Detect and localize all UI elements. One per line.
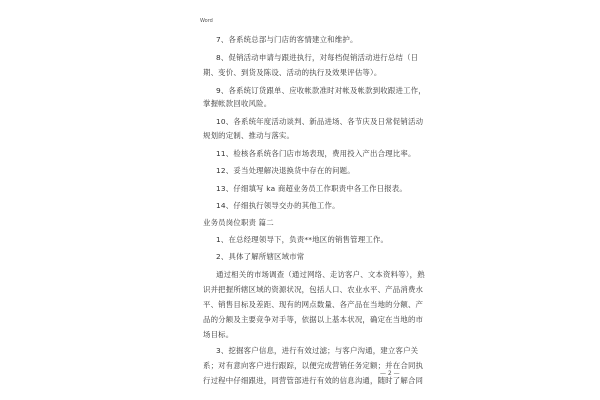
paragraph-line: 规划的定制、推动与落实。 bbox=[203, 131, 295, 140]
section-heading: 业务员岗位职责 篇二 bbox=[203, 218, 274, 227]
paragraph-line: 行过程中仔细跟进，同营管部进行有效的信息沟通，随时了解合同 bbox=[203, 376, 424, 385]
page-number: — 2 — bbox=[380, 370, 400, 377]
paragraph-line: 9、各系统订货跟单、应收帐款准时对帐及帐款到收跟进工作， bbox=[216, 86, 426, 95]
paragraph-line: 13、仔细填写 ka 商超业务员工作职责中各工作日报表。 bbox=[216, 184, 407, 193]
paragraph-line: 12、妥当处理解决退换货中存在的问题。 bbox=[216, 166, 355, 175]
paragraph-line: 14、仔细执行领导交办的其他工作。 bbox=[216, 201, 340, 210]
paragraph-line: 通过相关的市场调查（通过网络、走访客户、文本资料等），熟 bbox=[216, 270, 425, 279]
paragraph-line: 3、挖掘客户信息，进行有效过滤；与客户沟通，建立客户关 bbox=[216, 346, 419, 355]
paragraph-line: 系；对有意向客户进行跟踪，以便完成营销任务定额；并在合同执 bbox=[203, 361, 424, 370]
paragraph-line: 11、检核各系统各门店市场表现，费用投入产出合理比率。 bbox=[216, 149, 416, 158]
paragraph-line: 2、具体了解所辖区域市常 bbox=[216, 252, 305, 261]
app-label: Word bbox=[200, 18, 213, 24]
paragraph-line: 品的分额及主要竞争对手等，依据以上基本状况，确定在当地的市 bbox=[203, 315, 424, 324]
paragraph-line: 识并把握所辖区域的资源状况，包括人口、农业水平、产品消费水 bbox=[203, 285, 424, 294]
paragraph-line: 7、各系统总部与门店的客情建立和维护。 bbox=[216, 35, 358, 44]
paragraph-line: 10、各系统年度活动谈判、新品进场、各节庆及日常促销活动 bbox=[216, 117, 424, 126]
paragraph-line: 掌握帐款回收风险。 bbox=[203, 99, 272, 108]
paragraph-line: 1、在总经理领导下，负责**地区的销售管理工作。 bbox=[216, 235, 389, 244]
paragraph-line: 平、销售目标及差距、现有的网点数量、各产品在当地的分额、产 bbox=[203, 300, 424, 309]
paragraph-line: 期、变价、到货及陈设、活动的执行及效果评估等）。 bbox=[203, 68, 382, 77]
paragraph-line: 场目标。 bbox=[203, 330, 234, 339]
paragraph-line: 8、促销活动申请与跟进执行，对每档促销活动进行总结（日 bbox=[216, 53, 419, 62]
